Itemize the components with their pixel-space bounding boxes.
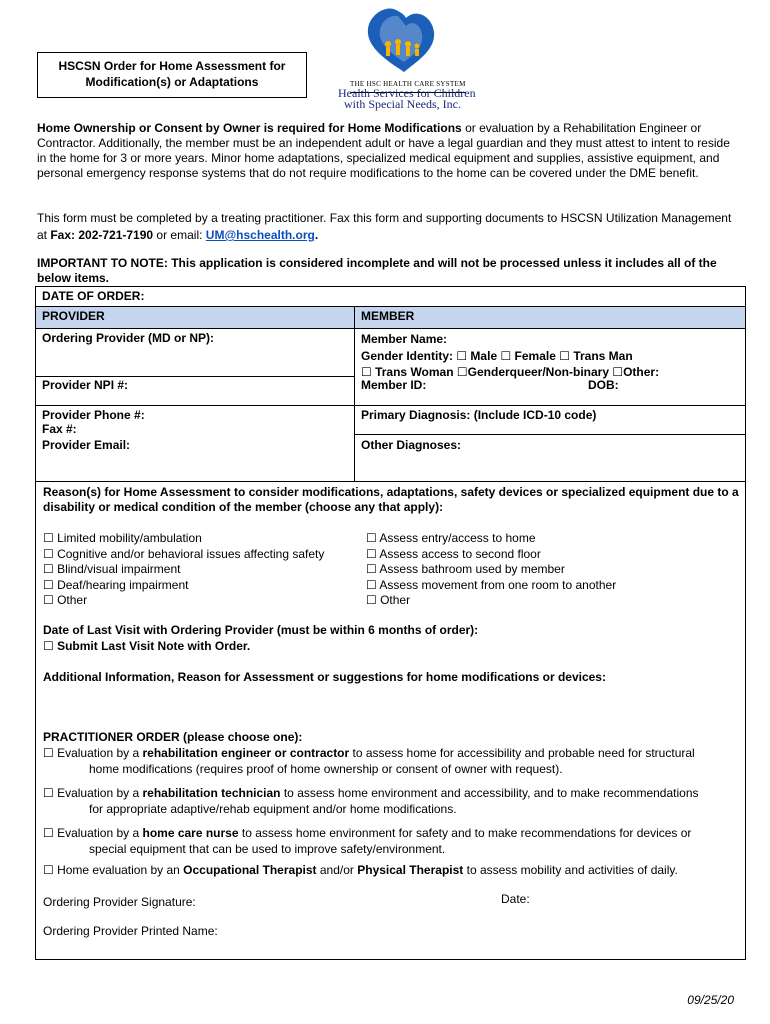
ordering-provider-field[interactable]: Ordering Provider (MD or NP): — [42, 331, 215, 345]
name-row — [36, 329, 745, 379]
reasons-heading: Reason(s) for Home Assessment to consider modifications, adaptations, safety devices or specialized equipment due to a disability or medical condition of the member (choose any that apply): — [43, 485, 739, 514]
printed-name-field[interactable]: Ordering Provider Printed Name: — [43, 924, 218, 938]
divider — [355, 434, 745, 435]
column-divider — [354, 307, 355, 482]
order2-text-cont: for appropriate adaptive/rehab equipment and/or home modifications. — [89, 802, 457, 816]
intro-p2-end: . — [314, 228, 319, 242]
intro-paragraph-1 — [37, 121, 737, 181]
submit-note-checkbox[interactable]: ☐ Submit Last Visit Note with Order. — [43, 639, 251, 653]
logo-org-line: THE HSC HEALTH CARE SYSTEM — [350, 77, 466, 93]
intro-p1-rest: or evaluation by a Rehabilitation Engineer or Contractor. Additionally, the member must be an independent adult or have a legal guardian and they must attest to intent to reside in the home for 3 or more years. Minor home adaptations, specialized medical equipment and supplies, assistive equipment, and personal emergency response systems that do not require modifications to the home can be covered under the DME benefit. — [37, 121, 730, 180]
additional-info-field[interactable]: Additional Information, Reason for Assessment or suggestions for home modifications or devices: — [43, 670, 606, 684]
form-title-line2: Modification(s) or Adaptations — [85, 75, 259, 89]
reason-other-left-checkbox[interactable]: ☐ Other — [43, 593, 88, 607]
important-note: IMPORTANT TO NOTE: This application is considered incomplete and will not be processed unless it includes all of the below items. — [37, 256, 717, 285]
order1-text: to assess home for accessibility and probable need for structural — [349, 746, 695, 760]
reason-assess-bathroom-checkbox[interactable]: ☐ Assess bathroom used by member — [366, 562, 565, 576]
order1-role: rehabilitation engineer or contractor — [142, 746, 350, 760]
order2-text: to assess home environment and accessibility, and to make recommendations — [280, 786, 699, 800]
order3-text: to assess home environment for safety and to make recommendations for devices or — [238, 826, 692, 840]
member-name-field[interactable]: Member Name: — [361, 332, 448, 346]
order-option-ot-pt[interactable] — [43, 863, 743, 878]
order3-prefix: ☐ Evaluation by a — [43, 826, 143, 840]
reason-assess-second-floor-checkbox[interactable]: ☐ Assess access to second floor — [366, 546, 541, 561]
gender-identity-line1[interactable]: Gender Identity: ☐ Male ☐ Female ☐ Trans Man — [361, 348, 633, 363]
order2-prefix: ☐ Evaluation by a — [43, 786, 143, 800]
provider-npi-field[interactable]: Provider NPI #: — [42, 378, 129, 392]
intro-paragraph-2 — [37, 210, 737, 244]
reason-other-right-checkbox[interactable]: ☐ Other — [366, 593, 411, 607]
provider-header: PROVIDER — [42, 309, 105, 323]
intro-p2-text-b: or email: — [153, 228, 206, 242]
order4-pt: Physical Therapist — [357, 863, 464, 877]
version-date: 09/25/20 — [687, 993, 734, 1007]
intro-p1-bold: Home Ownership or Consent by Owner is required for Home Modifications — [37, 121, 462, 135]
order-option-home-care-nurse[interactable] — [43, 825, 743, 857]
gender-identity-line2[interactable]: ☐ Trans Woman ☐Genderqueer/Non-binary ☐Other: — [361, 365, 660, 379]
order-option-rehab-engineer[interactable] — [43, 745, 743, 777]
dob-field[interactable]: DOB: — [588, 378, 619, 392]
order3-text-cont: special equipment that can be used to improve safety/environment. — [89, 842, 446, 856]
hscsn-logo — [336, 6, 486, 111]
order4-text: to assess mobility and activities of daily. — [463, 863, 678, 877]
last-visit-field[interactable]: Date of Last Visit with Ordering Provider (must be within 6 months of order): — [43, 623, 479, 637]
order4-ot: Occupational Therapist — [183, 863, 317, 877]
order1-prefix: ☐ Evaluation by a — [43, 746, 143, 760]
provider-email-field[interactable]: Provider Email: — [42, 438, 131, 452]
member-header: MEMBER — [361, 309, 415, 323]
reasons-right-list — [366, 531, 616, 609]
phone-row — [36, 406, 745, 436]
logo-org-name — [338, 88, 478, 110]
email-row — [36, 436, 745, 482]
practitioner-order-heading: PRACTITIONER ORDER (please choose one): — [43, 730, 303, 744]
provider-contact-block — [36, 406, 151, 438]
order4-and: and/or — [316, 863, 358, 877]
fax-field[interactable]: Fax #: — [42, 422, 77, 436]
intro-p2-text: This form must be completed by a treating practitioner. Fax this form and supporting documents to HSCSN Utilization Management at — [37, 211, 732, 242]
reason-cognitive-checkbox[interactable]: ☐ Cognitive and/or behavioral issues affecting safety — [43, 546, 325, 561]
signature-field[interactable]: Ordering Provider Signature: — [43, 895, 196, 909]
date-of-order-field[interactable]: DATE OF ORDER: — [42, 289, 145, 303]
logo-name-line1: Health Services for Children — [338, 86, 476, 100]
form-title-line1: HSCSN Order for Home Assessment for — [58, 59, 286, 73]
form-title — [37, 52, 307, 98]
heart-children-logo-icon — [336, 6, 486, 78]
order1-text-cont: home modifications (requires proof of home ownership or consent of owner with request). — [89, 762, 563, 776]
reasons-left-list — [43, 531, 324, 609]
order3-role: home care nurse — [142, 826, 239, 840]
header-row — [36, 307, 745, 329]
reason-deaf-hearing-checkbox[interactable]: ☐ Deaf/hearing impairment — [43, 577, 189, 592]
order2-role: rehabilitation technician — [142, 786, 281, 800]
reason-blind-visual-checkbox[interactable]: ☐ Blind/visual impairment — [43, 562, 181, 576]
order-form — [35, 286, 746, 960]
npi-row — [36, 376, 745, 406]
order-option-rehab-technician[interactable] — [43, 785, 743, 817]
email-link[interactable]: UM@hschealth.org — [205, 228, 315, 242]
member-block — [355, 329, 665, 383]
date-field[interactable]: Date: — [501, 892, 530, 906]
date-of-order-row — [36, 287, 745, 307]
reason-assess-entry-checkbox[interactable]: ☐ Assess entry/access to home — [366, 531, 536, 545]
primary-diagnosis-field[interactable]: Primary Diagnosis: (Include ICD-10 code) — [361, 408, 597, 422]
reason-assess-movement-checkbox[interactable]: ☐ Assess movement from one room to another — [366, 577, 617, 592]
reason-limited-mobility-checkbox[interactable]: ☐ Limited mobility/ambulation — [43, 531, 202, 545]
order4-prefix: ☐ Home evaluation by an — [43, 863, 184, 877]
logo-name-line2: with Special Needs, Inc. — [344, 97, 461, 111]
provider-phone-field[interactable]: Provider Phone #: — [42, 408, 145, 422]
other-diagnoses-field[interactable]: Other Diagnoses: — [361, 438, 462, 452]
fax-number: Fax: 202-721-7190 — [50, 228, 154, 242]
member-id-field[interactable]: Member ID: — [361, 378, 427, 392]
